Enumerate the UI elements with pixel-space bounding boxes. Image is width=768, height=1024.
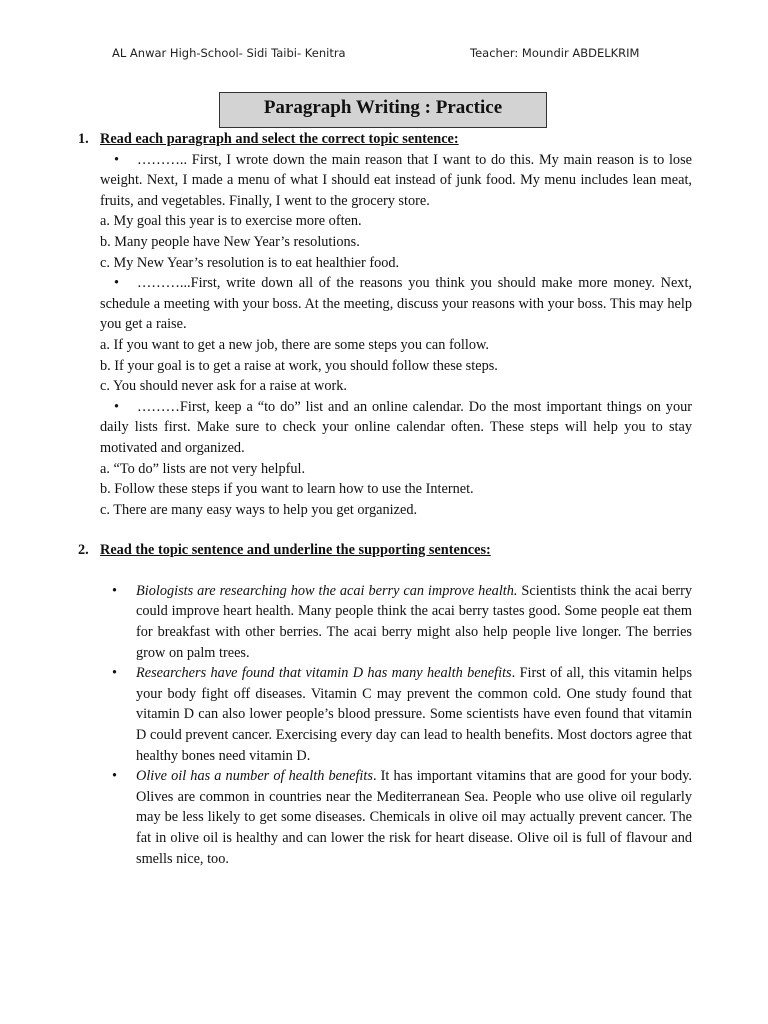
bullet-icon: •	[112, 768, 118, 785]
option-b: b. If your goal is to get a raise at work, you should follow these steps.	[100, 357, 498, 374]
bullet-icon: •	[114, 275, 120, 292]
school-name: AL Anwar High-School- Sidi Taibi- Kenitra	[112, 46, 346, 60]
spacer	[78, 561, 692, 581]
topic-sentence: Olive oil has a number of health benefits	[136, 768, 373, 785]
option-a: a. “To do” lists are not very helpful.	[100, 460, 306, 477]
paragraph-text: First, I wrote down the main reason that I want to do this. My main reason is to lose weight. Next, I made a menu of what I should eat instead of junk food. My menu includes lean meat, fruits, and vegetables. Finally, I went to the grocery store.	[100, 151, 692, 209]
bullet-icon: •	[114, 151, 120, 168]
blank: ………	[137, 398, 180, 415]
list-item	[100, 663, 692, 766]
paragraph-item	[100, 397, 692, 459]
section1-heading	[78, 129, 692, 150]
section-number: 1.	[78, 131, 89, 147]
topic-sentence: Researchers have found that vitamin D has many health benefits	[136, 665, 512, 682]
paragraph-item	[100, 150, 692, 212]
blank: ………..	[137, 275, 188, 292]
option-a: a. If you want to get a new job, there are some steps you can follow.	[100, 336, 489, 353]
option-c: c. My New Year’s resolution is to eat healthier food.	[100, 254, 400, 271]
paragraph-text: Scientists think the acai berry could improve heart health. Many people think the acai berry tastes good. Some people eat them for breakfast with other berries. The acai berry might also help people live longer. The berries grow on palm trees.	[136, 582, 692, 661]
section-heading-text: Read each paragraph and select the correct topic sentence:	[100, 131, 459, 147]
supporting-list	[100, 581, 692, 869]
paragraph-text: .First, write down all of the reasons you think you should make more money. Next, schedule a meeting with your boss. At the meeting, discuss your reasons with your boss. This may help you get a raise.	[100, 275, 692, 333]
spacer	[78, 520, 692, 540]
section-heading-text: Read the topic sentence and underline the supporting sentences:	[100, 542, 491, 559]
page-title: Paragraph Writing : Practice	[219, 92, 547, 128]
list-item	[100, 766, 692, 869]
blank: ………..	[137, 151, 188, 168]
teacher-name: Teacher: Moundir ABDELKRIM	[470, 46, 640, 60]
topic-sentence: Biologists are researching how the acai berry can improve health.	[136, 582, 518, 599]
list-item	[100, 581, 692, 663]
option-a: a. My goal this year is to exercise more often.	[100, 213, 362, 230]
option-b: b. Follow these steps if you want to learn how to use the Internet.	[100, 481, 474, 498]
worksheet-content	[78, 129, 692, 869]
paragraph-item	[100, 273, 692, 335]
option-c: c. There are many easy ways to help you get organized.	[100, 501, 418, 518]
section2-heading	[78, 540, 692, 561]
paragraph-text: First, keep a “to do” list and an online calendar. Do the most important things on your daily lists first. Make sure to check your online calendar often. These steps will help you to stay motivated and organized.	[100, 398, 692, 456]
bullet-icon: •	[114, 398, 120, 415]
option-c: c. You should never ask for a raise at work.	[100, 378, 347, 395]
bullet-icon: •	[112, 582, 118, 599]
section-number: 2.	[78, 542, 89, 559]
bullet-icon: •	[112, 665, 118, 682]
paragraph-text: . First of all, this vitamin helps your body fight off diseases. Vitamin C may prevent the common cold. One study found that vitamin D can also lower people’s blood pressure. Some scientists have even found that vitamin D could prevent cancer. Exercising every day can lead to health benefits. Most doctors agree that healthy bones need vitamin D.	[136, 665, 693, 764]
paragraph-text: . It has important vitamins that are good for your body. Olives are common in countries near the Mediterranean Sea. People who use olive oil regularly may be less likely to get some diseases. Chemicals in olive oil may actually prevent cancer. The fat in olive oil is healthy and can lower the risk for heart disease. Olive oil is full of flavour and smells nice, too.	[136, 768, 692, 867]
option-b: b. Many people have New Year’s resolutions.	[100, 233, 360, 250]
